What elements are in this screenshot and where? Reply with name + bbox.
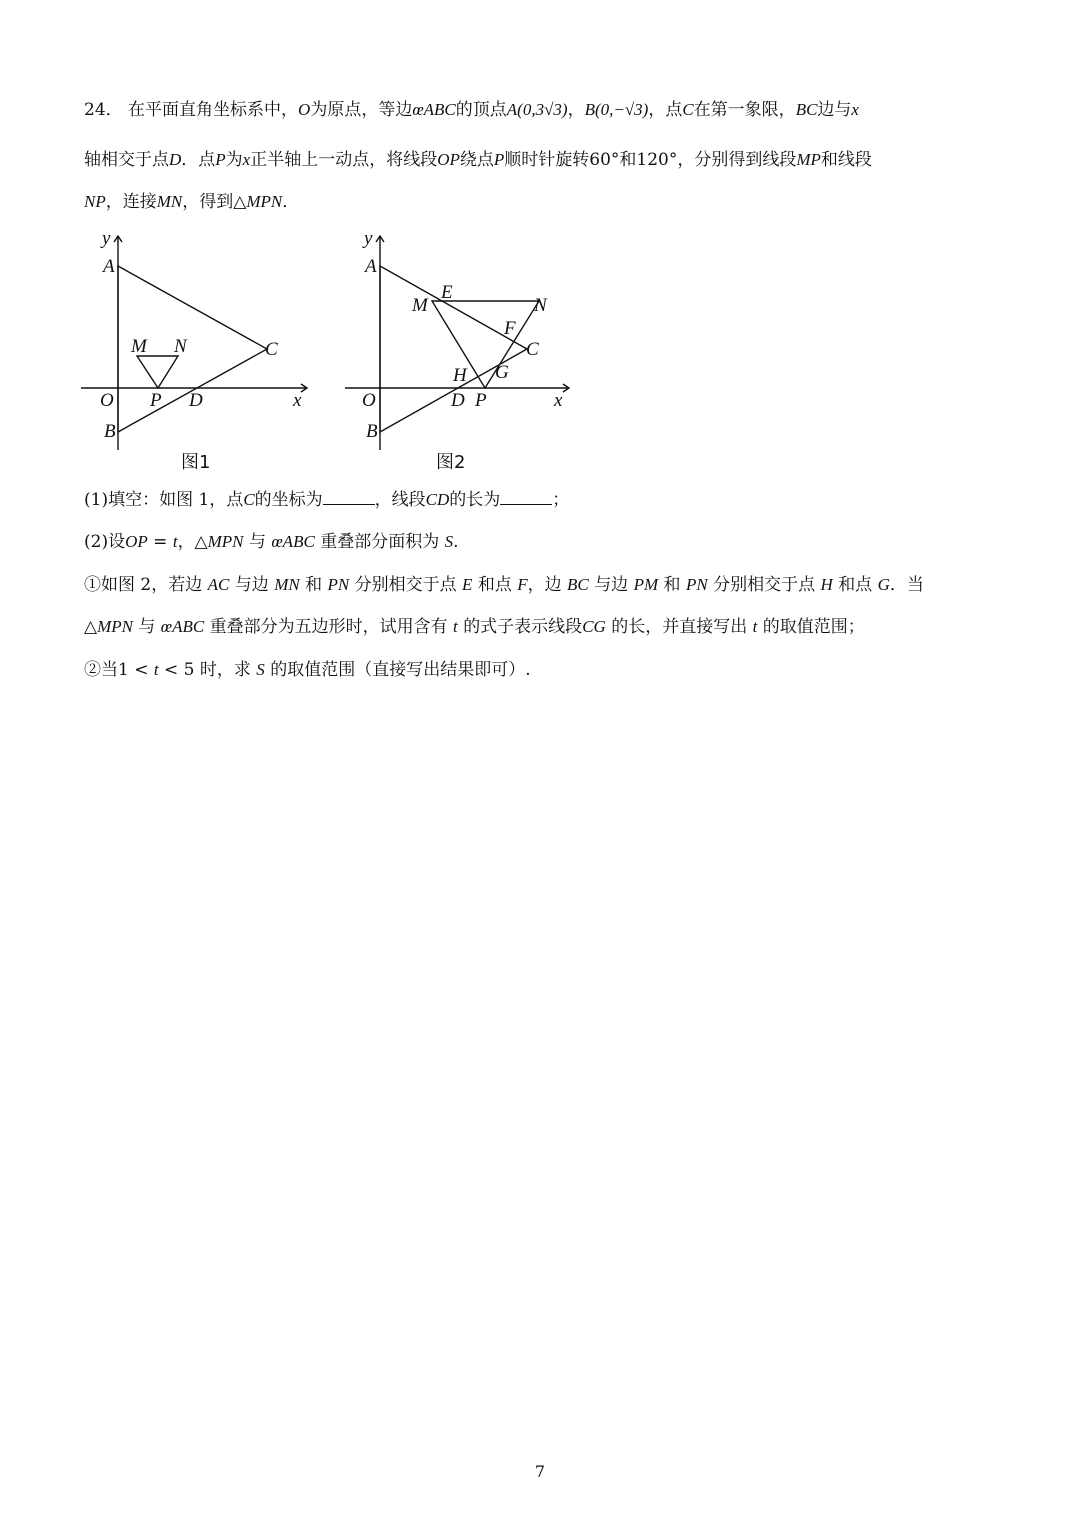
text: 的取值范围； bbox=[762, 617, 865, 637]
text: 与边 bbox=[234, 575, 269, 595]
figure-1 bbox=[75, 228, 325, 478]
math-var: t bbox=[153, 660, 159, 679]
label-b: B bbox=[104, 421, 116, 442]
label-m: M bbox=[131, 336, 147, 357]
label-d: D bbox=[189, 390, 203, 411]
math-var: C bbox=[682, 100, 694, 119]
label-g: G bbox=[495, 362, 509, 383]
question-2-1-line-1 bbox=[84, 573, 924, 597]
caption-figure-1: 图1 bbox=[181, 452, 211, 473]
math-var: P bbox=[493, 150, 505, 169]
label-a: A bbox=[365, 256, 377, 277]
label-c: C bbox=[526, 339, 539, 360]
label-o: O bbox=[362, 390, 376, 411]
math-var: PN bbox=[327, 575, 350, 594]
label-f: F bbox=[504, 318, 516, 339]
question-2-2 bbox=[84, 658, 531, 682]
label-h: H bbox=[453, 365, 467, 386]
label-n: N bbox=[174, 336, 187, 357]
math-var: MPN bbox=[246, 192, 283, 211]
text: . bbox=[453, 532, 459, 552]
math-var: t bbox=[172, 532, 178, 551]
math-var: MPN bbox=[207, 532, 244, 551]
label-o: O bbox=[100, 390, 114, 411]
text: ．当 bbox=[889, 575, 924, 595]
label-e: E bbox=[441, 282, 453, 303]
text: 与边 bbox=[594, 575, 629, 595]
math-var: H bbox=[820, 575, 833, 594]
math-triangle: œABC bbox=[160, 617, 205, 636]
text: ．点 bbox=[181, 150, 216, 170]
math-var: F bbox=[517, 575, 528, 594]
text: ，边 bbox=[527, 575, 562, 595]
math-var: AC bbox=[207, 575, 230, 594]
triangle-mpn bbox=[432, 301, 539, 388]
text: 和线段 bbox=[820, 150, 872, 170]
problem-line-2 bbox=[84, 148, 872, 172]
math-var: BC bbox=[567, 575, 589, 594]
text: 顺时针旋转60°和120°，分别得到线段 bbox=[504, 150, 797, 170]
math-var: BC bbox=[795, 100, 818, 119]
math-var: G bbox=[877, 575, 890, 594]
text: ，△ bbox=[177, 532, 208, 552]
math-var: PN bbox=[685, 575, 708, 594]
text: ①如图 2，若边 bbox=[84, 575, 203, 595]
label-m: M bbox=[412, 295, 428, 316]
math-triangle: œABC bbox=[412, 100, 456, 119]
text: < 5 时，求 bbox=[164, 660, 251, 680]
text: 和 bbox=[305, 575, 323, 595]
math-triangle: œABC bbox=[271, 532, 315, 551]
problem-number: 24． bbox=[84, 100, 123, 120]
caption-figure-2: 图2 bbox=[436, 452, 466, 473]
label-p: P bbox=[475, 390, 487, 411]
math-var: NP bbox=[84, 192, 106, 211]
label-y: y bbox=[364, 228, 373, 249]
math-var: OP bbox=[125, 532, 148, 551]
text: 和点 bbox=[838, 575, 873, 595]
question-1 bbox=[84, 488, 569, 512]
text: 的顶点 bbox=[455, 100, 507, 120]
text: 分别相交于点 bbox=[354, 575, 457, 595]
math-var: MPN bbox=[97, 617, 133, 636]
text: 和 bbox=[663, 575, 681, 595]
text: 的长为 bbox=[449, 490, 501, 510]
math-var: t bbox=[752, 617, 758, 636]
text: ，点 bbox=[648, 100, 683, 120]
text: 在平面直角坐标系中， bbox=[128, 100, 299, 120]
text: ． bbox=[282, 192, 300, 212]
label-x: x bbox=[554, 390, 563, 411]
problem-line-3 bbox=[84, 190, 299, 214]
label-x: x bbox=[293, 390, 302, 411]
page-number: 7 bbox=[534, 1462, 546, 1481]
math-var: PM bbox=[633, 575, 659, 594]
text: 为原点，等边 bbox=[310, 100, 413, 120]
math-var: S bbox=[444, 532, 454, 551]
math-var: MP bbox=[796, 150, 821, 169]
math-var: CD bbox=[425, 490, 450, 509]
problem-line-1 bbox=[84, 98, 859, 122]
answer-blank-1[interactable] bbox=[323, 488, 375, 505]
math-var: x bbox=[242, 150, 251, 169]
text: 的长，并直接写出 bbox=[611, 617, 748, 637]
text: ，连接 bbox=[105, 192, 157, 212]
text: 边与 bbox=[817, 100, 852, 120]
label-y: y bbox=[102, 228, 111, 249]
label-d: D bbox=[451, 390, 465, 411]
math-op: = bbox=[153, 532, 168, 552]
text: 的取值范围（直接写出结果即可）. bbox=[270, 660, 531, 680]
text: ②当1 < bbox=[84, 660, 149, 680]
text: 在第一象限， bbox=[693, 100, 796, 120]
math-var: S bbox=[256, 660, 265, 679]
math-var: E bbox=[462, 575, 473, 594]
figure-2 bbox=[340, 228, 590, 478]
text: ， bbox=[567, 100, 585, 120]
label-n: N bbox=[534, 295, 547, 316]
text: 轴相交于点 bbox=[84, 150, 169, 170]
text: (1)填空：如图 1，点 bbox=[84, 490, 244, 510]
math-var: O bbox=[298, 100, 311, 119]
question-2-1-line-2 bbox=[84, 615, 865, 639]
math-var: MN bbox=[156, 192, 183, 211]
text: 的式子表示线段 bbox=[463, 617, 583, 637]
text: 绕点 bbox=[459, 150, 494, 170]
text: ； bbox=[552, 490, 570, 510]
text: (2)设 bbox=[84, 532, 126, 552]
math-var: CG bbox=[582, 617, 606, 636]
math-point-b: B(0,−√3) bbox=[584, 100, 649, 119]
text: 分别相交于点 bbox=[713, 575, 816, 595]
label-b: B bbox=[366, 421, 378, 442]
text: 与 bbox=[138, 617, 156, 637]
label-a: A bbox=[103, 256, 115, 277]
text: △ bbox=[84, 617, 98, 637]
text: 重叠部分面积为 bbox=[320, 532, 440, 552]
text: 和点 bbox=[477, 575, 512, 595]
text: 的坐标为 bbox=[254, 490, 323, 510]
text: 正半轴上一动点，将线段 bbox=[250, 150, 438, 170]
math-var: x bbox=[851, 100, 859, 119]
text: 重叠部分为五边形时，试用含有 bbox=[209, 617, 448, 637]
math-point-a: A(0,3√3) bbox=[506, 100, 568, 119]
math-var: OP bbox=[437, 150, 460, 169]
question-2 bbox=[84, 530, 459, 554]
text: ，线段 bbox=[374, 490, 426, 510]
text: 为 bbox=[225, 150, 243, 170]
text: 与 bbox=[248, 532, 266, 552]
label-p: P bbox=[150, 390, 162, 411]
math-var: P bbox=[215, 150, 226, 169]
math-var: C bbox=[243, 490, 255, 509]
math-var: D bbox=[169, 150, 182, 169]
text: ，得到△ bbox=[182, 192, 247, 212]
math-var: MN bbox=[274, 575, 300, 594]
triangle-mpn bbox=[137, 356, 178, 388]
label-c: C bbox=[265, 339, 278, 360]
math-var: t bbox=[453, 617, 458, 636]
answer-blank-2[interactable] bbox=[500, 488, 552, 505]
